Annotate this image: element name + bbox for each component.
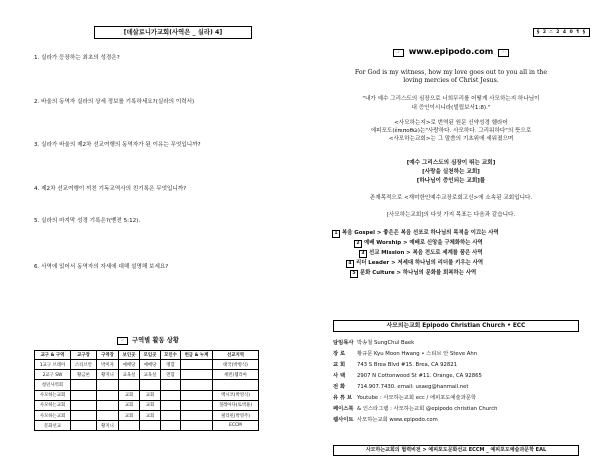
page-label: § 2 ∴ 2 4 0 ¶ § [533, 28, 590, 37]
table-cell: 교회 [140, 410, 161, 420]
table-cell: 교회 [140, 400, 161, 410]
table-row [35, 380, 259, 390]
table-cell [140, 421, 161, 431]
five-goals-intro: [사모하는교회]의 다섯 가지 목표는 다음과 같습니다. [386, 212, 516, 218]
activity-table [34, 350, 259, 431]
column-header: 선교지역 [213, 351, 259, 360]
right-page [302, 0, 600, 464]
verse-english-line: For God is my witness, how my love goes out to you all in the [354, 69, 548, 76]
table-cell: 황금론 [71, 370, 97, 380]
table-cell: 세빈(웹리아 [213, 370, 259, 380]
question-5: 5. 실라의 마지막 성경 기록은?(벧전 5:12). [34, 218, 141, 224]
page-title: [데살로니가교회(사역은 _ 실라) 4] [94, 26, 252, 39]
table-cell [181, 370, 213, 380]
table-cell [181, 390, 213, 400]
hand-icon: ☞ [393, 49, 404, 57]
table-row [35, 421, 259, 431]
explanation-line: 에피포도(ἐπιποθῶ)는"사랑하다. 사모하다. 그리워하다"의 뜻으로 [370, 128, 532, 134]
table-row [35, 370, 259, 380]
info-row: 담임목사 박송철 SungChul Baek [333, 340, 415, 346]
info-row: 전 화 714.907.7430. email: usaeg@hanmail.net [333, 384, 469, 390]
question-1: 1. 실라가 등장하는 최초의 성경은? [34, 55, 120, 61]
goal-item: 2 예배 Worship > 예배로 신앙을 구체화하는 사역 [354, 238, 600, 248]
table-cell: 사모하는교회 [35, 410, 71, 420]
goal-item: 5 문화 Culture > 하나님의 문화를 회복하는 사역 [350, 268, 600, 278]
table-cell: 태국(박병식) [213, 360, 259, 370]
table-cell [71, 421, 97, 431]
table-cell: 1교구 브레아 [35, 360, 71, 370]
table-cell [71, 410, 97, 420]
hand-icon: ☜ [498, 49, 509, 57]
table-cell: 박미자 [97, 360, 119, 370]
table-cell [97, 400, 119, 410]
question-4: 4. 제2차 선교여행이 끼친 기독교역사의 친기록은 무엇입니까? [34, 186, 187, 192]
table-cell [181, 380, 213, 390]
table-cell [181, 400, 213, 410]
table-cell: 예배당 [140, 360, 161, 370]
motto-line: [사랑을 실천하는 교회] [422, 169, 480, 175]
table-cell [161, 421, 181, 431]
activity-section-title: ☞ 구역별 활동 상황 [117, 335, 179, 345]
column-header: 교구 & 구역 [35, 351, 71, 360]
column-header: 헌금 & 누계 [181, 351, 213, 360]
mission-line: 존재목적으로 <재미한인예수교장로회고신>에 소속된 교회입니다. [369, 195, 533, 201]
table-cell [140, 380, 161, 390]
table-cell [161, 390, 181, 400]
table-cell: 필리핀(박영주) [213, 410, 259, 420]
question-3: 3. 실라가 바울의 제2차 선교여행의 동역자가 된 이유는 무엇입니까? [34, 142, 201, 148]
left-page [0, 0, 298, 464]
table-cell [71, 400, 97, 410]
verse-korean-line: 내 증인이시니라(빌립보서1:8)." [411, 105, 491, 111]
table-cell [181, 421, 213, 431]
column-header: 모인수 [161, 351, 181, 360]
verse-english-line: loving mercies of Christ Jesus. [403, 77, 499, 84]
motto-line: [하나님이 증인되는 교회]를 [416, 178, 486, 184]
table-cell [97, 380, 119, 390]
table-cell: 명함 [161, 360, 181, 370]
table-cell [161, 400, 181, 410]
column-header: 구역장 [97, 351, 119, 360]
website-link[interactable]: 사모하는교회 www.epipodo.com [357, 417, 438, 423]
table-header-row [35, 351, 259, 360]
verse-korean-line: "내가 예수 그리스도의 심장으로 너희무리를 어떻게 사모하는지 하나님이 [362, 96, 540, 102]
table-cell: 문화선교 [35, 421, 71, 431]
website-heading: ☞ www.epipodo.com ☜ [302, 46, 600, 57]
table-row [35, 390, 259, 400]
table-row [35, 400, 259, 410]
table-cell [161, 380, 181, 390]
table-cell: 교회 [119, 400, 140, 410]
table-cell: 교회 [119, 390, 140, 400]
explanation-line: <사모하는교회>는 그 말씀의 기초위에 세워졌으며 [388, 136, 514, 142]
table-cell [181, 360, 213, 370]
table-cell: 교육실 [140, 370, 161, 380]
table-cell: 칠레아다(토벽용) [213, 400, 259, 410]
table-cell: 교회 [119, 410, 140, 420]
table-cell: 황지니 [97, 421, 119, 431]
table-cell: 교육실 [119, 370, 140, 380]
table-row [35, 410, 259, 420]
table-cell [71, 390, 97, 400]
info-row: 사 택 2907 N Cottonwood St #11. Orange, CA 92865 [333, 373, 482, 379]
goal-item: 3 선교 Mission > 복음 전도로 세계를 품은 사역 [359, 248, 600, 258]
table-cell: 스티브안 [71, 360, 97, 370]
column-header: 교구장 [71, 351, 97, 360]
info-row: 유 튜 브 Youtube : 사모하는교회 ecc / 에피포도예술과문학 [333, 395, 477, 401]
info-row: 장 로 황규문 Kyu Moon Hwang • 스티브 안 Steve Ahn [333, 351, 478, 357]
table-cell [213, 380, 259, 390]
vision-note: 사모하는교회의 협력비전 > 예피포도문화선교 ECCM _ 예피포도예술과문학 EAL [333, 445, 579, 456]
table-cell [97, 390, 119, 400]
table-cell [119, 421, 140, 431]
table-cell: 청년사역회 [35, 380, 71, 390]
info-row: 페이스북 & 인스타그램 : 사모하는교회 @epipodo christian Church [333, 406, 498, 412]
table-cell: 예배당 [119, 360, 140, 370]
goal-item: 4 리더 Leader > 저세대 하나님의 리더를 키우는 사역 [346, 258, 600, 268]
table-cell [161, 410, 181, 420]
goal-item: 1 복음 Gospel > 좋은은 복음 선포로 하나님의 목적을 이끄는 사역 [332, 228, 592, 238]
hand-icon: ☞ [117, 337, 128, 345]
table-cell: 면함 [161, 370, 181, 380]
table-cell: 황지니 [97, 370, 119, 380]
table-cell [71, 380, 97, 390]
table-cell: 사모하는교회 [35, 390, 71, 400]
info-row: 웹사이트 사모하는교회 www.epipodo.com [333, 417, 438, 423]
table-cell [181, 410, 213, 420]
info-row: 교 회 743 S Brea Blvd #15. Brea, CA 92821 [333, 362, 457, 368]
motto-line: [예수 그리스도의 심장이 뛰는 교회] [406, 160, 496, 166]
table-row [35, 360, 259, 370]
table-cell [119, 380, 140, 390]
church-name-box: 사모의는교회 Epipodo Christian Church • ECC [333, 320, 579, 332]
question-2: 2. 바울의 동역자 실라의 상세 정보를 기록하세요?(실라의 이력서) [34, 99, 195, 105]
column-header: 보인곳 [119, 351, 140, 360]
column-header: 모임곳 [140, 351, 161, 360]
table-cell: 2교구 SW [35, 370, 71, 380]
table-cell: 교회 [140, 390, 161, 400]
explanation-line: <사모하는지>로 번역된 원문 신약성경 헬라어 [394, 120, 508, 126]
table-cell: 사모하는교회 [35, 400, 71, 410]
table-cell [97, 410, 119, 420]
table-cell: ECCM [213, 421, 259, 431]
table-cell: 멕시코(박영식) [213, 390, 259, 400]
question-6: 6. 사역에 있어서 동역자의 자세에 대해 설명해 보세요? [34, 264, 169, 270]
